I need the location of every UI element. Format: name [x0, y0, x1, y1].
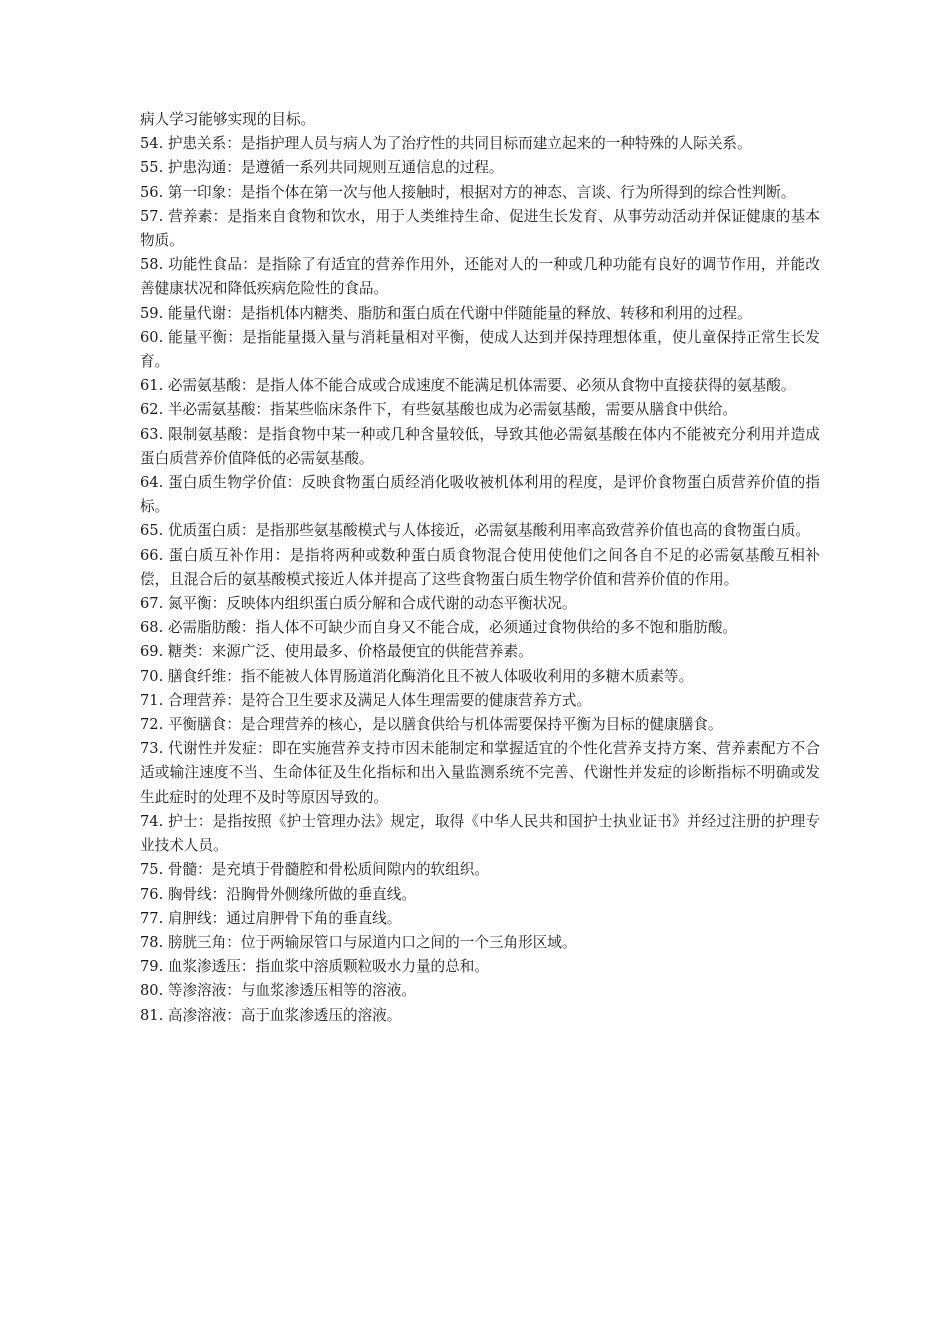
entry-63: 63. 限制氨基酸：是指食物中某一种或几种含量较低，导致其他必需氨基酸在体内不能被充分利用并造成蛋白质营养价值降低的必需氨基酸。 — [140, 425, 820, 467]
entry-74: 74. 护士：是指按照《护士管理办法》规定，取得《中华人民共和国护士执业证书》并经过注册的护理专业技术人员。 — [140, 812, 820, 855]
entry-69: 69. 糖类：来源广泛、使用最多、价格最便宜的供能营养素。 — [140, 643, 533, 661]
entry-61: 61. 必需氨基酸：是指人体不能合成或合成速度不能满足机体需要、必须从食物中直接获得的氨基酸。 — [140, 377, 796, 395]
entry-68: 68. 必需脂肪酸：指人体不可缺少而自身又不能合成，必须通过食物供给的多不饱和脂肪酸。 — [140, 619, 738, 637]
entry-54: 54. 护患关系：是指护理人员与病人为了治疗性的共同目标而建立起来的一种特殊的人际关系。 — [140, 135, 752, 153]
entry-60: 60. 能量平衡：是指能量摄入量与消耗量相对平衡，使成人达到并保持理想体重，使儿童保持正常生长发育。 — [140, 328, 820, 371]
entry-71: 71. 合理营养：是符合卫生要求及满足人体生理需要的健康营养方式。 — [140, 691, 592, 709]
entry-80: 80. 等渗溶液：与血浆渗透压相等的溶液。 — [140, 982, 416, 1000]
entry-72: 72. 平衡膳食：是合理营养的核心，是以膳食供给与机体需要保持平衡为目标的健康膳食。 — [140, 716, 723, 734]
entry-79: 79. 血浆渗透压：指血浆中溶质颗粒吸水力量的总和。 — [140, 958, 489, 976]
entry-55: 55. 护患沟通：是遵循一系列共同规则互通信息的过程。 — [140, 159, 504, 177]
entry-76: 76. 胸骨线：沿胸骨外侧缘所做的垂直线。 — [140, 885, 416, 903]
entry-75: 75. 骨髓：是充填于骨髓腔和骨松质间隙内的软组织。 — [140, 861, 489, 879]
document-body — [140, 108, 820, 1028]
entry-66: 66. 蛋白质互补作用：是指将两种或数种蛋白质食物混合使用使他们之间各自不足的必需氨基酸互相补偿，且混合后的氨基酸模式接近人体并提高了这些食物蛋白质生物学价值和营养价值的作用。 — [140, 546, 820, 588]
entry-78: 78. 膀胱三角：位于两输尿管口与尿道内口之间的一个三角形区域。 — [140, 933, 577, 951]
entry-56: 56. 第一印象：是指个体在第一次与他人接触时，根据对方的神态、言谈、行为所得到的综合性判断。 — [140, 183, 796, 201]
entry-77: 77. 肩胛线：通过肩胛骨下角的垂直线。 — [140, 909, 402, 927]
entry-81: 81. 高渗溶液：高于血浆渗透压的溶液。 — [140, 1006, 402, 1024]
entry-59: 59. 能量代谢：是指机体内糖类、脂肪和蛋白质在代谢中伴随能量的释放、转移和利用的过程。 — [140, 304, 752, 322]
entry-continuation: 病人学习能够实现的目标。 — [140, 111, 316, 128]
entry-58: 58. 功能性食品：是指除了有适宜的营养作用外，还能对人的一种或几种功能有良好的调节作用，并能改善健康状况和降低疾病危险性的食品。 — [140, 256, 820, 298]
entry-62: 62. 半必需氨基酸：指某些临床条件下，有些氨基酸也成为必需氨基酸，需要从膳食中供给。 — [140, 401, 738, 419]
entry-64: 64. 蛋白质生物学价值：反映食物蛋白质经消化吸收被机体利用的程度，是评价食物蛋白质营养价值的指标。 — [140, 474, 820, 516]
entry-65: 65. 优质蛋白质：是指那些氨基酸模式与人体接近，必需氨基酸利用率高致营养价值也高的食物蛋白质。 — [140, 522, 810, 540]
entry-70: 70. 膳食纤维：指不能被人体胃肠道消化酶消化且不被人体吸收利用的多糖木质素等。 — [140, 667, 694, 685]
entry-73: 73. 代谢性并发症：即在实施营养支持市因未能制定和掌握适宜的个性化营养支持方案、营养素配方不合适或输注速度不当、生命体征及生化指标和出入量监测系统不完善、代谢性并发症的诊断指标不明确或发生此症时的处理不及时等原因导致的。 — [140, 740, 820, 806]
entry-67: 67. 氮平衡：反映体内组织蛋白质分解和合成代谢的动态平衡状况。 — [140, 595, 577, 613]
entry-57: 57. 营养素：是指来自食物和饮水，用于人类维持生命、促进生长发育、从事劳动活动并保证健康的基本物质。 — [140, 207, 820, 250]
